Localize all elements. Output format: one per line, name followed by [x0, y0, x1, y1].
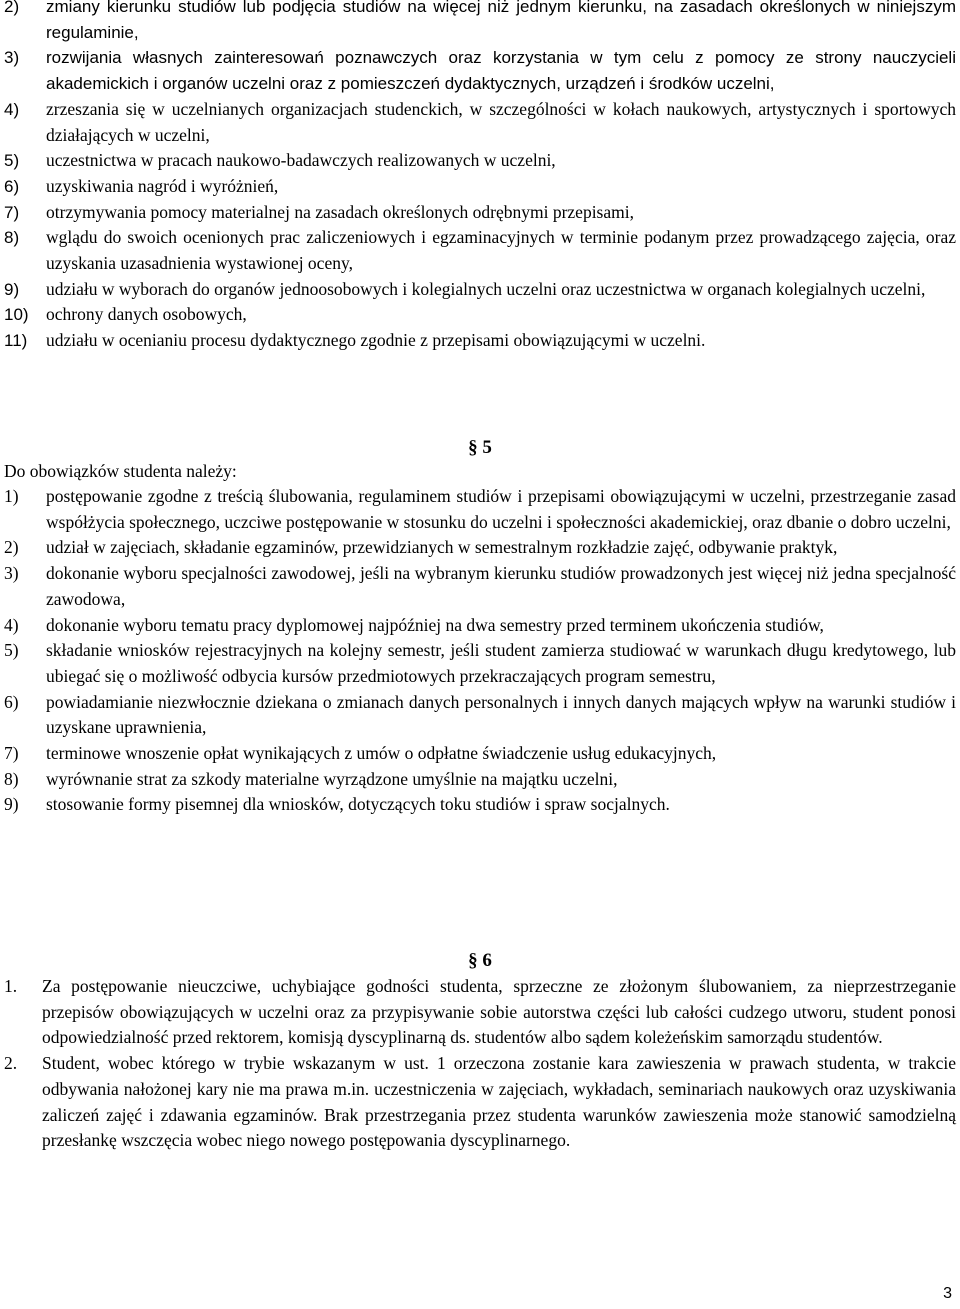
- list-item: [4, 225, 956, 276]
- item-number: 3): [4, 563, 19, 584]
- list-item: [4, 484, 956, 535]
- item-text: zmiany kierunku studiów lub podjęcia studiów na więcej niż jednym kierunku, na zasadach określonych w niniejszym regulaminie,: [46, 0, 956, 42]
- item-number: 2): [4, 0, 20, 16]
- list-item: [4, 174, 956, 200]
- item-number: 2.: [4, 1053, 18, 1074]
- list-item: [4, 302, 956, 328]
- item-text: ochrony danych osobowych,: [46, 304, 247, 325]
- section-6-heading: § 6: [468, 950, 492, 971]
- item-text: terminowe wnoszenie opłat wynikających z umów o odpłatne świadczenie usług edukacyjnych,: [46, 743, 717, 764]
- item-text: składanie wniosków rejestracyjnych na kolejny semestr, jeśli student zamierza studiować w warunkach długu kredytowego, lub ubiegać się o możliwość odbycia kursów przedmiotowych przekraczających program semestru,: [46, 640, 956, 686]
- list-item: [4, 328, 956, 354]
- list-item: [4, 974, 956, 1051]
- item-number: 3): [4, 48, 20, 68]
- item-text: wglądu do swoich ocenionych prac zaliczeniowych i egzaminacyjnych w terminie podanym przez prowadzącego zajęcia, oraz uzyskania uzasadnienia wystawionej oceny,: [46, 227, 956, 274]
- item-number: 8): [4, 228, 20, 248]
- item-text: dokonanie wyboru tematu pracy dyplomowej najpóźniej na dwa semestry przed terminem ukończenia studiów,: [46, 614, 824, 635]
- item-number: 8): [4, 768, 19, 789]
- item-text: wyrównanie strat za szkody materialne wyrządzone umyślnie na majątku uczelni,: [46, 768, 618, 789]
- item-text: postępowanie zgodne z treścią ślubowania, regulaminem studiów i przepisami obowiązującymi w uczelni, przestrzeganie zasad współżycia społecznego, uczciwe postępowanie w stosunku do uczelni i społeczności akademickiej, oraz dbanie o dobro uczelni,: [46, 486, 956, 532]
- item-text: stosowanie formy pisemnej dla wniosków, dotyczących toku studiów i spraw socjalnych.: [46, 794, 670, 815]
- item-number: 1): [4, 486, 19, 506]
- item-number: 5): [4, 151, 20, 171]
- item-text: udział w zajęciach, składanie egzaminów, przewidzianych w semestralnym rozkładzie zajęć, odbywanie praktyk,: [46, 537, 838, 558]
- item-number: 4): [4, 99, 20, 119]
- list-item: [4, 741, 956, 767]
- item-number: 11): [4, 331, 28, 351]
- list-item: [4, 0, 956, 45]
- item-number: 9): [4, 794, 19, 815]
- item-number: 7): [4, 743, 19, 764]
- item-text: rozwijania własnych zainteresowań poznawczych oraz korzystania w tym celu z pomocy ze strony nauczycieli akademickich i organów uczelni oraz z pomieszczeń dydaktycznych, urządzeń i środków uczelni,: [46, 48, 956, 94]
- item-text: uzyskiwania nagród i wyróżnień,: [46, 175, 279, 196]
- list-item: [4, 690, 956, 741]
- list-item: [4, 1051, 956, 1154]
- list-item: [4, 535, 956, 561]
- item-text: Za postępowanie nieuczciwe, uchybiające godności studenta, sprzeczne ze złożonym ślubowaniem, za nieprzestrzeganie przepisów obowiązujących w uczelni oraz za przypisywanie sobie autorstwa części lub całości cudzego utworu, student ponosi odpowiedzialność przed rektorem, komisją dyscyplinarną ds. studentów albo sądem koleżeńskim samorządu studentów.: [42, 976, 956, 1048]
- item-text: zrzeszania się w uczelnianych organizacjach studenckich, w szczególności w kołach naukowych, artystycznych i sportowych działających w uczelni,: [46, 98, 956, 145]
- item-text: Student, wobec którego w trybie wskazanym w ust. 1 orzeczona zostanie kara zawieszenia w prawach studenta, w trakcie odbywania nałożonej kary nie ma prawa m.in. uczestniczenia w zajęciach, wykładach, seminariach naukowych oraz uzyskiwania zaliczeń zajęć i zdawania egzaminów. Brak przestrzegania przez studenta warunków zawieszenia może stanowić samodzielną przesłankę wszczęcia wobec niego nowego postępowania dyscyplinarnego.: [42, 1053, 956, 1151]
- section-5-heading: § 5: [468, 437, 492, 458]
- item-text: udziału w wyborach do organów jednoosobowych i kolegialnych uczelni oraz uczestnictwa w organach kolegialnych uczelni,: [46, 278, 926, 299]
- list-item: [4, 45, 956, 96]
- item-text: udziału w ocenianiu procesu dydaktycznego zgodnie z przepisami obowiązującymi w uczelni.: [46, 330, 706, 351]
- item-number: 5): [4, 640, 19, 661]
- item-number: 1.: [4, 976, 18, 996]
- list-item: [4, 638, 956, 689]
- list-item: [4, 277, 956, 303]
- item-text: uczestnictwa w pracach naukowo-badawczych realizowanych w uczelni,: [46, 150, 556, 171]
- item-text: dokonanie wyboru specjalności zawodowej, jeśli na wybranym kierunku studiów prowadzonych jest więcej niż jedna specjalność zawodowa,: [46, 563, 956, 609]
- list-item: [4, 200, 956, 226]
- section-5-intro: Do obowiązków studenta należy:: [4, 461, 237, 481]
- item-number: 7): [4, 202, 20, 222]
- list-item: [4, 148, 956, 174]
- item-number: 2): [4, 537, 19, 558]
- item-number: 4): [4, 614, 19, 635]
- item-text: powiadamianie niezwłocznie dziekana o zmianach danych personalnych i innych danych mających wpływ na warunki studiów i uzyskane uprawnienia,: [46, 691, 956, 738]
- student-rights-list: [4, 0, 956, 354]
- list-item: [4, 561, 956, 612]
- page-number: 3: [943, 1285, 952, 1302]
- item-text: otrzymywania pomocy materialnej na zasadach określonych odrębnymi przepisami,: [46, 201, 634, 222]
- item-number: 10): [4, 305, 29, 325]
- list-item: [4, 97, 956, 148]
- item-number: 6): [4, 691, 19, 712]
- student-duties-list: [4, 484, 956, 818]
- list-item: [4, 767, 956, 793]
- list-item: [4, 613, 956, 639]
- item-number: 6): [4, 176, 20, 196]
- list-item: [4, 792, 956, 818]
- item-number: 9): [4, 279, 20, 299]
- disciplinary-provisions-list: [4, 974, 956, 1154]
